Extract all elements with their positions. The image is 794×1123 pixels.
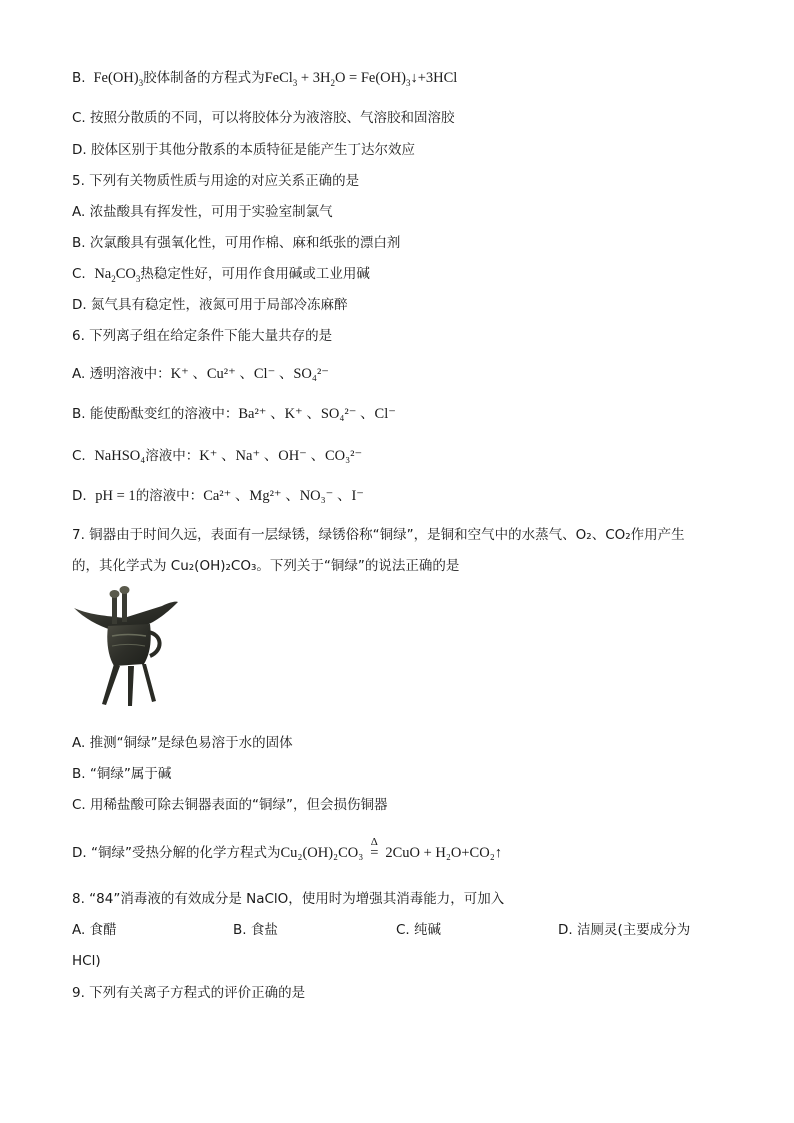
q7-option-a: A. 推测“铜绿”是绿色易溶于水的固体 [72, 735, 293, 751]
q6-stem: 6. 下列离子组在给定条件下能大量共存的是 [72, 328, 333, 344]
q5-stem: 5. 下列有关物质性质与用途的对应关系正确的是 [72, 173, 360, 189]
formula: $Fe(OH)_3$ [93, 70, 144, 88]
q8-option-a: A. 食醋 [72, 922, 117, 938]
option-text: 胶体制备的方程式为 [143, 70, 265, 86]
q7-option-d: D. “铜绿”受热分解的化学方程式为Cu₂(OH)₂CO₃ Δ = 2CuO + H₂O+CO₂↑ [72, 836, 503, 861]
q6-option-d: D. pH = 1的溶液中：Ca²⁺ 、Mg²⁺ 、NO₃⁻ 、I⁻ [72, 488, 364, 504]
q5-option-b: B. 次氯酸具有强氧化性，可用作棉、麻和纸张的漂白剂 [72, 235, 401, 251]
chemical-equation: Cu₂(OH)₂CO₃ Δ = 2CuO + H₂O+CO₂↑ [280, 836, 503, 861]
q9-stem: 9. 下列有关离子方程式的评价正确的是 [72, 985, 306, 1001]
q6-option-a: A. 透明溶液中：K⁺ 、Cu²⁺ 、Cl⁻ 、SO₄²⁻ [72, 366, 329, 382]
option-label: B. [72, 70, 86, 86]
q4-option-c: C. 按照分散质的不同，可以将胶体分为液溶胶、气溶胶和固溶胶 [72, 110, 455, 126]
q5-option-c: C. $Na_2CO_3$热稳定性好，可用作食用碱或工业用碱 [72, 266, 370, 284]
q6-option-c: C. NaHSO₄溶液中：K⁺ 、Na⁺ 、OH⁻ 、CO₃²⁻ [72, 448, 363, 464]
q7-stem-line2: 的，其化学式为 Cu₂(OH)₂CO₃。下列关于“铜绿”的说法正确的是 [72, 558, 460, 574]
q5-option-d: D. 氮气具有稳定性，液氮可用于局部冷冻麻醉 [72, 297, 348, 313]
q4-option-b [72, 68, 457, 88]
ion-list: K⁺ 、Na⁺ 、OH⁻ 、CO₃²⁻ [199, 448, 363, 464]
q5-option-a: A. 浓盐酸具有挥发性，可用于实验室制氯气 [72, 204, 333, 220]
q8-option-c: C. 纯碱 [396, 922, 442, 938]
bronze-jue-vessel-image [72, 586, 180, 708]
q7-option-c: C. 用稀盐酸可除去铜器表面的“铜绿”，但会损伤铜器 [72, 797, 388, 813]
ion-list: K⁺ 、Cu²⁺ 、Cl⁻ 、SO₄²⁻ [170, 366, 329, 382]
q4-option-d: D. 胶体区别于其他分散系的本质特征是能产生丁达尔效应 [72, 142, 415, 158]
q8-stem: 8. “84”消毒液的有效成分是 NaClO，使用时为增强其消毒能力，可加入 [72, 891, 505, 907]
q7-stem-line1: 7. 铜器由于时间久远，表面有一层绿锈，绿锈俗称“铜绿”，是铜和空气中的水蒸气、O₂、CO₂作用产生 [72, 527, 685, 543]
chemical-equation: FeCl$_3$ + $3H_2O$ = $Fe(OH)_3↓+3HCl$ [264, 70, 458, 88]
ion-list: Ba²⁺ 、K⁺ 、SO₄²⁻ 、Cl⁻ [238, 406, 396, 422]
q6-option-b: B. 能使酚酞变红的溶液中：Ba²⁺ 、K⁺ 、SO₄²⁻ 、Cl⁻ [72, 406, 396, 422]
q8-option-d: D. 洁厕灵(主要成分为 [558, 922, 691, 938]
q8-option-d-continued: HCl) [72, 953, 101, 969]
ion-list: Ca²⁺ 、Mg²⁺ 、NO₃⁻ 、I⁻ [203, 488, 364, 504]
q7-option-b: B. “铜绿”属于碱 [72, 766, 172, 782]
q8-option-b: B. 食盐 [233, 922, 278, 938]
